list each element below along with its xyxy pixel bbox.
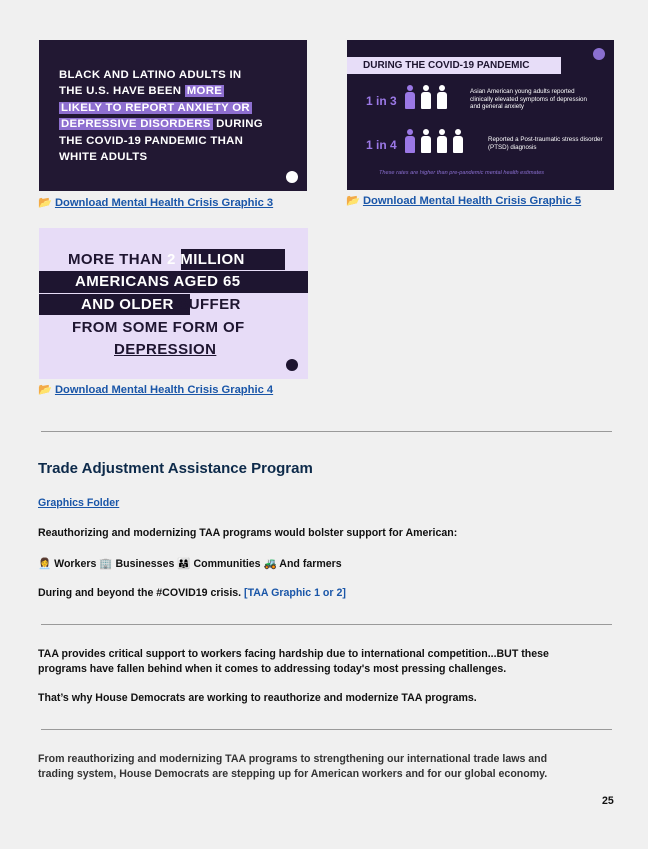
graphic-4-line-5: DEPRESSION — [114, 341, 217, 358]
row-1-description: Asian American young adults reported clinically elevated symptoms of depression and general anxiety — [470, 88, 587, 111]
groups-line: 👩‍💼 Workers 🏢 Businesses 👨‍👩‍👧 Communities 🚜 And farmers — [38, 558, 342, 570]
download-graphic-5-link[interactable]: 📂 Download Mental Health Crisis Graphic 5 — [346, 195, 582, 207]
office-building-icon: 🏢 — [99, 558, 113, 570]
graphics-folder-link[interactable]: Graphics Folder — [38, 497, 120, 509]
mental-health-graphic-3 — [39, 40, 307, 191]
download-graphic-4-link[interactable]: 📂 Download Mental Health Crisis Graphic 4 — [38, 384, 274, 396]
section-title: Trade Adjustment Assistance Program — [38, 460, 313, 477]
taa-paragraph-2: That’s why House Democrats are working to reauthorize and modernize TAA programs. — [38, 692, 477, 704]
family-icon: 👨‍👩‍👧 — [177, 558, 191, 570]
mental-health-graphic-5 — [347, 40, 614, 190]
row-2-description: Reported a Post-traumatic stress disorder (PTSD) diagnosis — [488, 136, 603, 151]
page-number: 25 — [602, 795, 614, 807]
divider — [41, 624, 612, 625]
divider — [41, 729, 612, 730]
graphic-4-line-2: AMERICANS AGED 65 — [75, 273, 241, 290]
taa-paragraph-3: From reauthorizing and modernizing TAA programs to strengthening our international trade laws and trading system, House Democrats are stepping up for American workers and for our global economy. — [38, 753, 548, 780]
graphic-3-text: BLACK AND LATINO ADULTS IN THE U.S. HAVE BEEN MORE LIKELY TO REPORT ANXIETY OR DEPRESSIVE DISORDERS DURING THE COVID-19 PANDEMIC THAN WHITE ADULTS — [59, 69, 263, 164]
ratio-1-in-4: 1 in 4 — [366, 138, 397, 152]
divider — [41, 431, 612, 432]
mental-health-graphic-4 — [39, 228, 308, 379]
graphic-4-line-3: AND OLDER SUFFER — [81, 296, 241, 313]
house-democrats-seal-icon — [593, 48, 605, 60]
graphic-4-line-1: MORE THAN 2 MILLION — [68, 251, 245, 268]
tractor-icon: 🚜 — [263, 558, 277, 570]
ratio-1-in-3: 1 in 3 — [366, 94, 397, 108]
download-graphic-3-link[interactable]: 📂 Download Mental Health Crisis Graphic 3 — [38, 197, 274, 209]
folder-icon: 📂 — [38, 197, 52, 209]
folder-icon: 📂 — [38, 384, 52, 396]
folder-icon: 📂 — [346, 195, 360, 207]
house-democrats-seal-icon — [286, 171, 298, 183]
covid-line: During and beyond the #COVID19 crisis. [TAA Graphic 1 or 2] — [38, 587, 346, 599]
worker-icon: 👩‍💼 — [38, 558, 52, 570]
graphic-5-footnote: These rates are higher than pre-pandemic mental health estimates — [379, 170, 545, 176]
graphic-4-line-4: FROM SOME FORM OF — [72, 319, 245, 336]
taa-paragraph-1: TAA provides critical support to workers facing hardship due to international competition...BUT these programs have fallen behind when it comes to addressing today's most pressing challenges. — [38, 648, 549, 675]
graphic-5-header: DURING THE COVID-19 PANDEMIC — [347, 57, 561, 74]
house-democrats-seal-icon — [286, 359, 298, 371]
intro-text: Reauthorizing and modernizing TAA programs would bolster support for American: — [38, 527, 458, 539]
taa-graphic-link[interactable]: [TAA Graphic 1 or 2] — [244, 587, 346, 599]
